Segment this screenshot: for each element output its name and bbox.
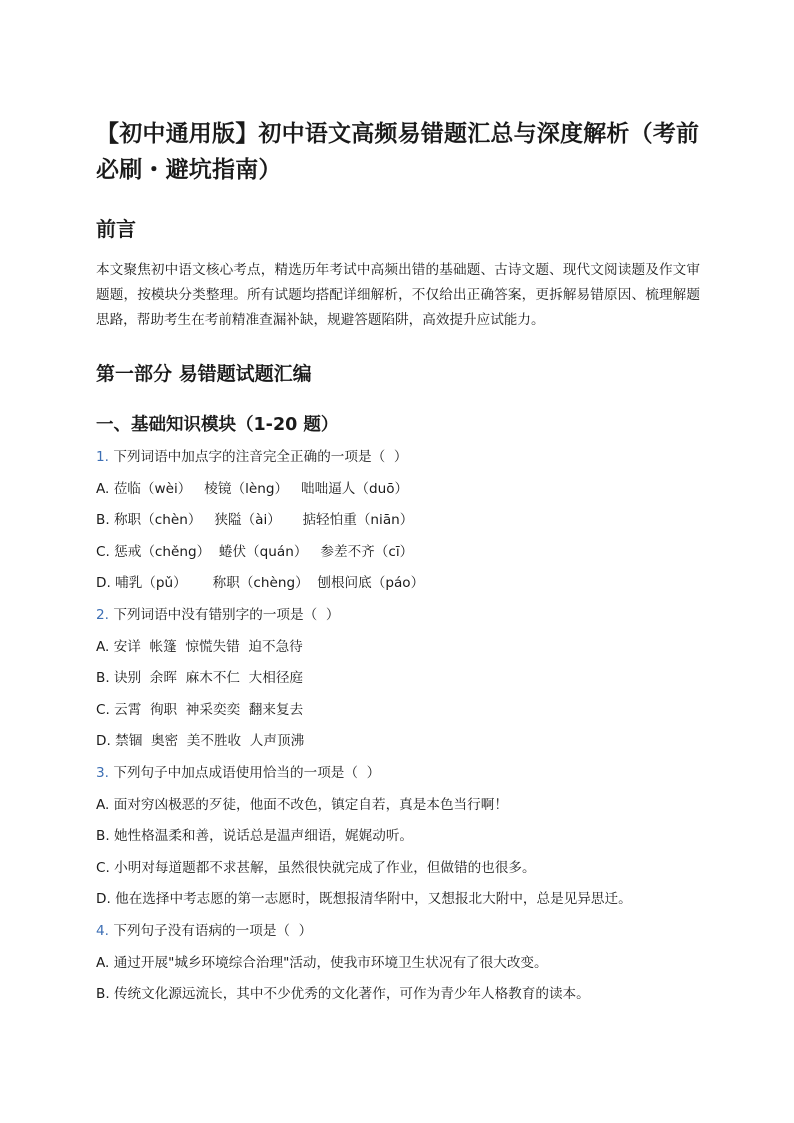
question-option: D. 哺乳（pǔ） 称职（chèng） 刨根问底（páo）: [96, 575, 425, 592]
question-number: 3.: [96, 764, 109, 781]
question-option: D. 禁锢 奥密 美不胜收 人声顶沸: [96, 733, 305, 750]
question-list: [96, 442, 700, 1011]
question-option: A. 通过开展"城乡环境综合治理"活动，使我市环境卫生状况有了很大改变。: [96, 954, 548, 971]
question-option: B. 她性格温柔和善，说话总是温声细语，娓娓动听。: [96, 828, 414, 845]
part1-heading: 第一部分 易错题试题汇编: [96, 363, 312, 385]
question-stem: [96, 600, 700, 632]
question-option: A. 面对穷凶极恶的歹徒，他面不改色，镇定自若，真是本色当行啊！: [96, 796, 508, 813]
question-text: 下列句子没有语病的一项是（ ）: [113, 922, 313, 939]
preface-paragraph: 本文聚焦初中语文核心考点，精选历年考试中高频出错的基础题、古诗文题、现代文阅读题及作文审题题，按模块分类整理。所有试题均搭配详细解析，不仅给出正确答案，更拆解易错原因、梳理解题思路，帮助考生在考前精准查漏补缺，规避答题陷阱，高效提升应试能力。: [96, 262, 700, 328]
question-option: B. 传统文化源远流长，其中不少优秀的文化著作，可作为青少年人格教育的读本。: [96, 986, 590, 1003]
preface-heading: 前言: [96, 217, 136, 241]
question-option: C. 云霄 徇职 神采奕奕 翻来复去: [96, 701, 304, 718]
question-text: 下列句子中加点成语使用恰当的一项是（ ）: [113, 764, 381, 781]
question-stem: [96, 758, 700, 790]
question-option: D. 他在选择中考志愿的第一志愿时，既想报清华附中，又想报北大附中，总是见异思迁。: [96, 891, 632, 908]
question-option: C. 惩戒（chěng） 蜷伏（quán） 参差不齐（cī）: [96, 543, 414, 560]
question-option: A. 安详 帐篷 惊慌失错 迫不急待: [96, 638, 303, 655]
question-number: 1.: [96, 449, 109, 465]
question-stem: [96, 916, 700, 948]
document-page: [96, 116, 700, 1011]
question-number: 2.: [96, 606, 109, 623]
question-text: 下列词语中没有错别字的一项是（ ）: [113, 606, 340, 623]
question-stem: [96, 442, 700, 474]
document-title: 【初中通用版】初中语文高频易错题汇总与深度解析（考前必刷・避坑指南）: [96, 121, 700, 183]
question-number: 4.: [96, 922, 109, 939]
question-option: B. 称职（chèn） 狭隘（ài） 掂轻怕重（niān）: [96, 512, 414, 529]
question-text: 下列词语中加点字的注音完全正确的一项是（ ）: [113, 449, 408, 465]
question-option: C. 小明对每道题都不求甚解，虽然很快就完成了作业，但做错的也很多。: [96, 859, 536, 876]
section1-heading: 一、基础知识模块（1-20 题）: [96, 415, 339, 435]
question-option: A. 莅临（wèi） 棱镜（lèng） 咄咄逼人（duō）: [96, 480, 409, 497]
question-option: B. 诀别 余晖 麻木不仁 大相径庭: [96, 670, 304, 687]
